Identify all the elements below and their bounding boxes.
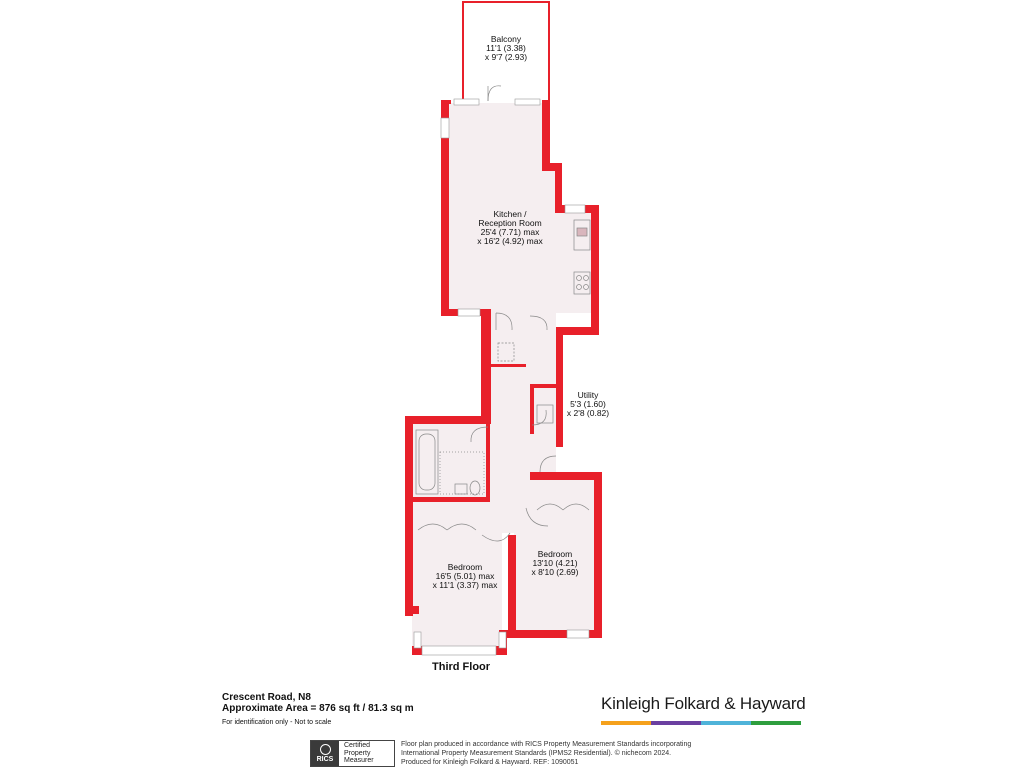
floor-label: Third Floor (432, 661, 491, 673)
label-balcony (485, 34, 527, 62)
svg-text:x 2'8 (0.82): x 2'8 (0.82) (566, 408, 610, 418)
svg-text:x 8'10 (2.69): x 8'10 (2.69) (531, 567, 579, 577)
svg-text:Utility: Utility (577, 390, 599, 400)
svg-text:x 9'7 (2.93): x 9'7 (2.93) (484, 52, 528, 62)
label-bedroom-2 (532, 549, 579, 577)
brand-color-bar (601, 721, 801, 725)
property-note: For identification only - Not to scale (222, 719, 332, 726)
svg-text:16'5 (5.01) max: 16'5 (5.01) max (435, 571, 495, 581)
svg-text:Bedroom: Bedroom (537, 549, 573, 559)
svg-text:25'4 (7.71) max: 25'4 (7.71) max (480, 227, 540, 237)
property-info (222, 692, 414, 728)
svg-text:Balcony: Balcony (490, 34, 522, 44)
svg-text:x 11'1 (3.37) max: x 11'1 (3.37) max (432, 580, 498, 590)
brand-bar-purple (651, 721, 701, 725)
svg-text:x 16'2 (4.92) max: x 16'2 (4.92) max (477, 236, 543, 246)
property-area: Approximate Area = 876 sq ft / 81.3 sq m (222, 703, 414, 714)
compliance-text: Floor plan produced in accordance with RICS Property Measurement Standards incorporating International Property Measurement Standards (IPMS2 Residential). © nichecom 2024. Produced for Kinleigh Folkard & Hayward. REF: 1090051 (401, 741, 692, 766)
rics-logo-icon: RICS (311, 741, 339, 766)
svg-text:5'3 (1.60): 5'3 (1.60) (570, 399, 606, 409)
brand-bar-green (751, 721, 801, 725)
svg-text:11'1 (3.38): 11'1 (3.38) (486, 43, 526, 53)
brand-logo (601, 694, 806, 725)
rics-badge-text: Certified Property Measurer (344, 742, 374, 765)
brand-bar-orange (601, 721, 651, 725)
label-utility (567, 390, 609, 418)
svg-text:Kitchen /: Kitchen / (493, 209, 527, 219)
svg-text:13'10 (4.21): 13'10 (4.21) (532, 558, 578, 568)
property-address: Crescent Road, N8 (222, 692, 311, 703)
brand-bar-blue (701, 721, 751, 725)
svg-text:Reception Room: Reception Room (478, 218, 542, 228)
rics-badge (310, 740, 395, 767)
svg-text:Bedroom: Bedroom (447, 562, 483, 572)
brand-name: Kinleigh Folkard & Hayward (601, 694, 806, 713)
